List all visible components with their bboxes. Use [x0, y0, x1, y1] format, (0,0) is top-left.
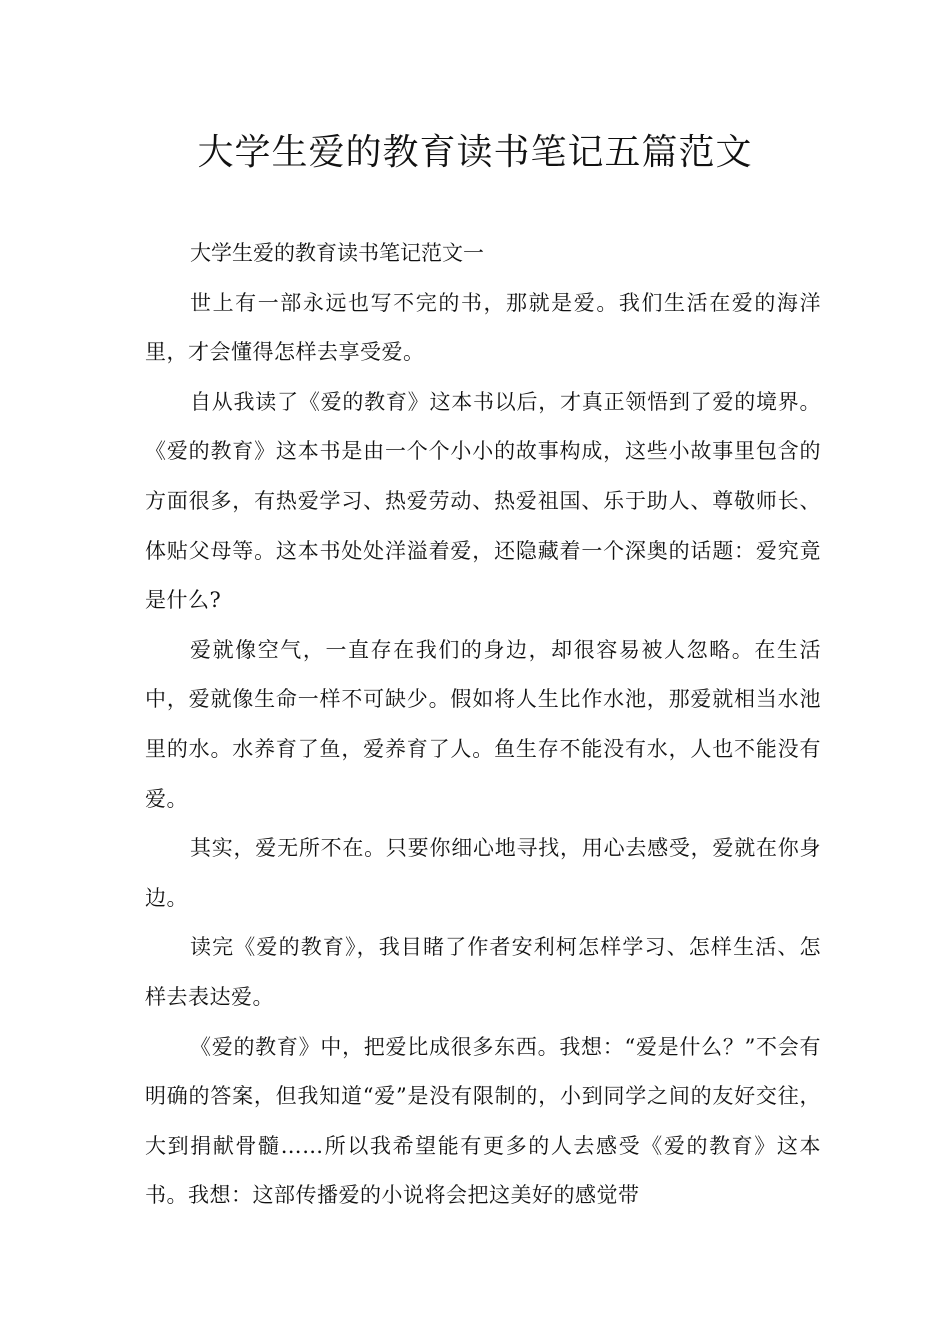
document-body — [145, 229, 821, 1221]
paragraph: 爱就像空气，一直存在我们的身边，却很容易被人忽略。在生活中，爱就像生命一样不可缺少。假如将人生比作水池，那爱就相当水池里的水。水养育了鱼，爱养育了人。鱼生存不能没有水，人也不能没有爱。 — [145, 637, 821, 811]
paragraph: 世上有一部永远也写不完的书，那就是爱。我们生活在爱的海洋里，才会懂得怎样去享受爱。 — [145, 290, 821, 365]
document-title: 大学生爱的教育读书笔记五篇范文 — [197, 132, 753, 173]
paragraph: 其实，爱无所不在。只要你细心地寻找，用心去感受，爱就在你身边。 — [145, 836, 821, 910]
paragraph: 《爱的教育》中，把爱比成很多东西。我想：“爱是什么？”不会有明确的答案，但我知道“爱”是没有限制的，小到同学之间的友好交往，大到捐献骨髓……所以我希望能有更多的人去感受《爱的教育》这本书。我想：这部传播爱的小说将会把这美好的感觉带 — [145, 1034, 821, 1208]
section-heading: 大学生爱的教育读书笔记范文一 — [190, 241, 484, 265]
paragraph: 自从我读了《爱的教育》这本书以后，才真正领悟到了爱的境界。《爱的教育》这本书是由一个个小小的故事构成，这些小故事里包含的方面很多，有热爱学习、热爱劳动、热爱祖国、乐于助人、尊敬师长、体贴父母等。这本书处处洋溢着爱，还隐藏着一个深奥的话题：爱究竟是什么? — [145, 389, 821, 613]
paragraph: 读完《爱的教育》，我目睹了作者安利柯怎样学习、怎样生活、怎样去表达爱。 — [145, 935, 821, 1009]
